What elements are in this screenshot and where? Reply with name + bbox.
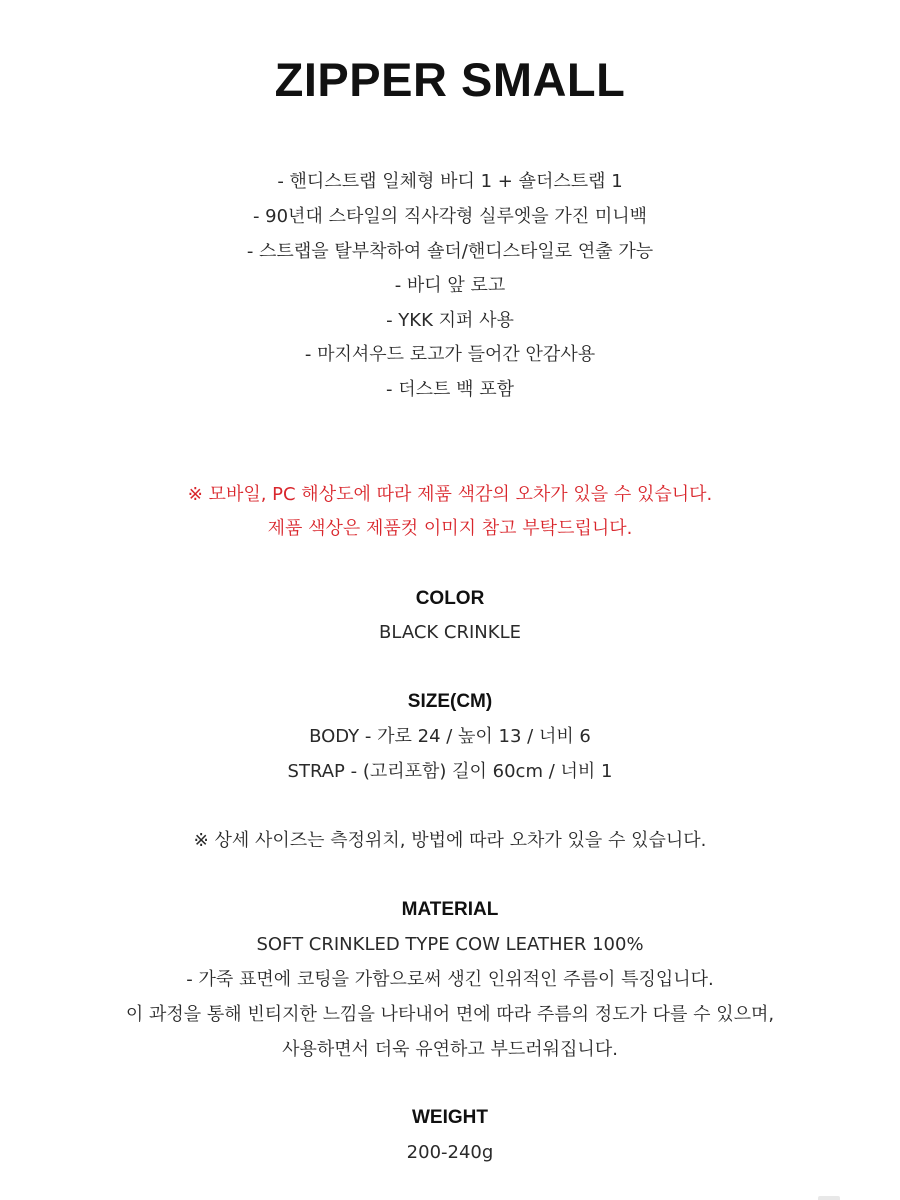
notice-line: 제품 색상은 제품컷 이미지 참고 부탁드립니다.	[267, 518, 633, 539]
material-line: 사용하면서 더욱 유연하고 부드러워집니다.	[282, 1039, 618, 1060]
feature-item: - 마지셔우드 로고가 들어간 안감사용	[304, 344, 596, 365]
color-value: BLACK CRINKLE	[379, 622, 521, 643]
feature-item: - 스트랩을 탈부착하여 숄더/핸디스타일로 연출 가능	[246, 241, 654, 262]
size-body: BODY - 가로 24 / 높이 13 / 너비 6	[309, 726, 591, 747]
feature-item: - 바디 앞 로고	[394, 275, 506, 296]
notice-line: ※ 모바일, PC 해상도에 따라 제품 색감의 오차가 있을 수 있습니다.	[187, 484, 713, 505]
weight-heading: WEIGHT	[412, 1107, 488, 1128]
material-line: 이 과정을 통해 빈티지한 느낌을 나타내어 면에 따라 주름의 정도가 다를 수 있으며,	[125, 1004, 775, 1025]
material-heading: MATERIAL	[401, 899, 499, 920]
feature-item: - 90년대 스타일의 직사각형 실루엣을 가진 미니백	[252, 206, 648, 227]
material-line: - 가죽 표면에 코팅을 가함으로써 생긴 인위적인 주름이 특징입니다.	[186, 969, 714, 990]
feature-item: - 더스트 백 포함	[386, 379, 514, 400]
size-note: ※ 상세 사이즈는 측정위치, 방법에 따라 오차가 있을 수 있습니다.	[193, 830, 707, 851]
size-strap: STRAP - (고리포함) 길이 60cm / 너비 1	[287, 761, 613, 782]
size-heading: SIZE(CM)	[407, 691, 493, 712]
weight-value: 200-240g	[406, 1142, 494, 1163]
feature-item: - YKK 지퍼 사용	[386, 310, 514, 331]
product-title: ZIPPER SMALL	[274, 53, 626, 106]
color-heading: COLOR	[415, 588, 485, 609]
feature-item: - 핸디스트랩 일체형 바디 1 + 숄더스트랩 1	[277, 171, 623, 192]
material-line: SOFT CRINKLED TYPE COW LEATHER 100%	[256, 934, 644, 955]
corner-mark	[818, 1196, 840, 1200]
